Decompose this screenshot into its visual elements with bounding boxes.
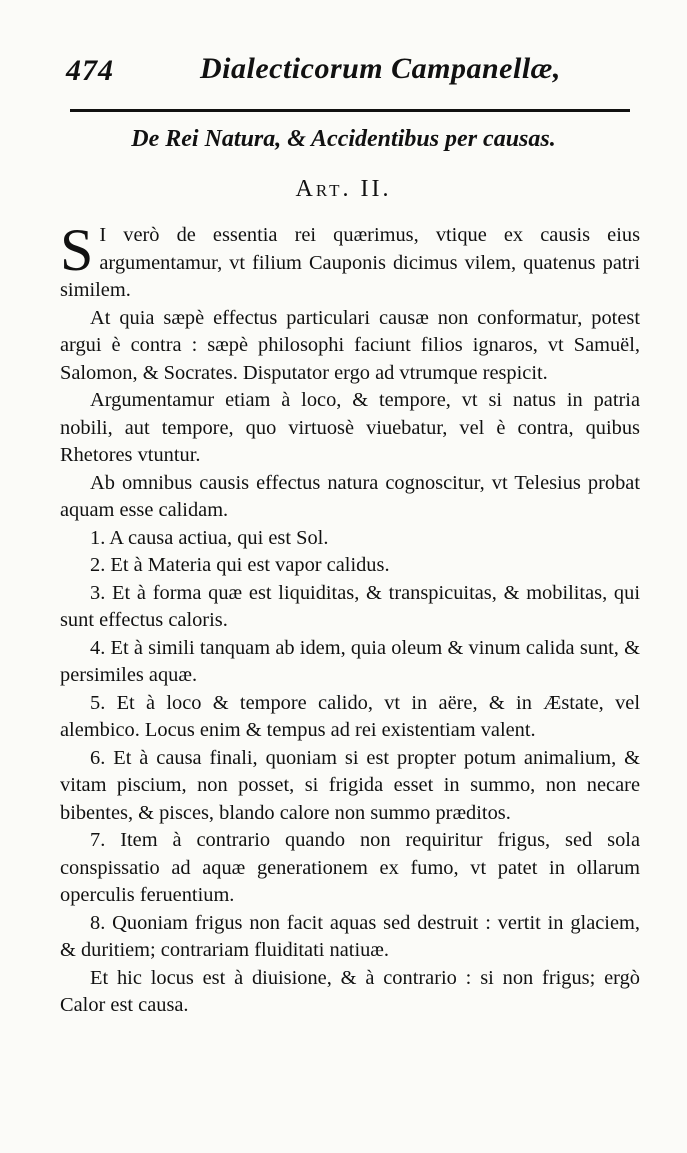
- list-item: 3. Et à forma quæ est liquiditas, & transpicuitas, & mobilitas, qui sunt effectus caloris.: [60, 581, 640, 631]
- list-item: 7. Item à contrario quando non requiritur frigus, sed sola conspissatio ad aquæ generationem ex fumo, vt patet in ollarum operculis feruentium.: [60, 829, 640, 906]
- drop-cap-initial: S: [60, 217, 94, 283]
- list-item: 6. Et à causa finali, quoniam si est propter potum animalium, & vitam piscium, non posset, si frigida esset in summo, non necare bibentes, & pisces, blando calore non summo præditos.: [60, 746, 640, 824]
- section-title: De Rei Natura, & Accidentibus per causas.: [131, 126, 556, 152]
- page-number: 474: [66, 54, 114, 87]
- list-item: 8. Quoniam frigus non facit aquas sed destruit : vertit in glaciem, & duritiem; contrariam fluiditati natiuæ.: [60, 911, 640, 961]
- paragraph: [60, 217, 640, 305]
- paragraph-text: I verò de essentia rei quærimus, vtique ex causis eius argumentamur, vt filium Cauponis dicimus vilem, quatenus patri similem.: [60, 224, 640, 301]
- list-item: 4. Et à simili tanquam ab idem, quia oleum & vinum calida sunt, & persimiles aquæ.: [60, 636, 640, 686]
- body-text: [60, 217, 640, 1020]
- running-title: Dialecticorum Campanellæ,: [200, 52, 561, 85]
- paragraph: At quia sæpè effectus particulari causæ non conformatur, potest argui è contra : sæpè philosophi faciunt filios ignaros, vt Samuël, Salomon, & Socrates. Disputator ergo ad vtrumque respicit.: [60, 306, 640, 384]
- article-heading: Art. II.: [295, 176, 392, 202]
- paragraph: Argumentamur etiam à loco, & tempore, vt si natus in patria nobili, aut tempore, quo virtuosè viuebatur, vel è contra, quibus Rhetores vtuntur.: [60, 389, 640, 466]
- header-rule: [70, 109, 630, 112]
- list-item: 2. Et à Materia qui est vapor calidus.: [90, 554, 390, 576]
- paragraph: Ab omnibus causis effectus natura cognoscitur, vt Telesius probat aquam esse calidam.: [60, 471, 640, 521]
- paragraph: Et hic locus est à diuisione, & à contrario : si non frigus; ergò Calor est causa.: [60, 966, 640, 1016]
- list-item: 1. A causa actiua, qui est Sol.: [90, 526, 329, 549]
- page-header: [40, 44, 660, 94]
- list-item: 5. Et à loco & tempore calido, vt in aëre, & in Æstate, vel alembico. Locus enim & tempus ad rei existentiam valent.: [60, 691, 640, 741]
